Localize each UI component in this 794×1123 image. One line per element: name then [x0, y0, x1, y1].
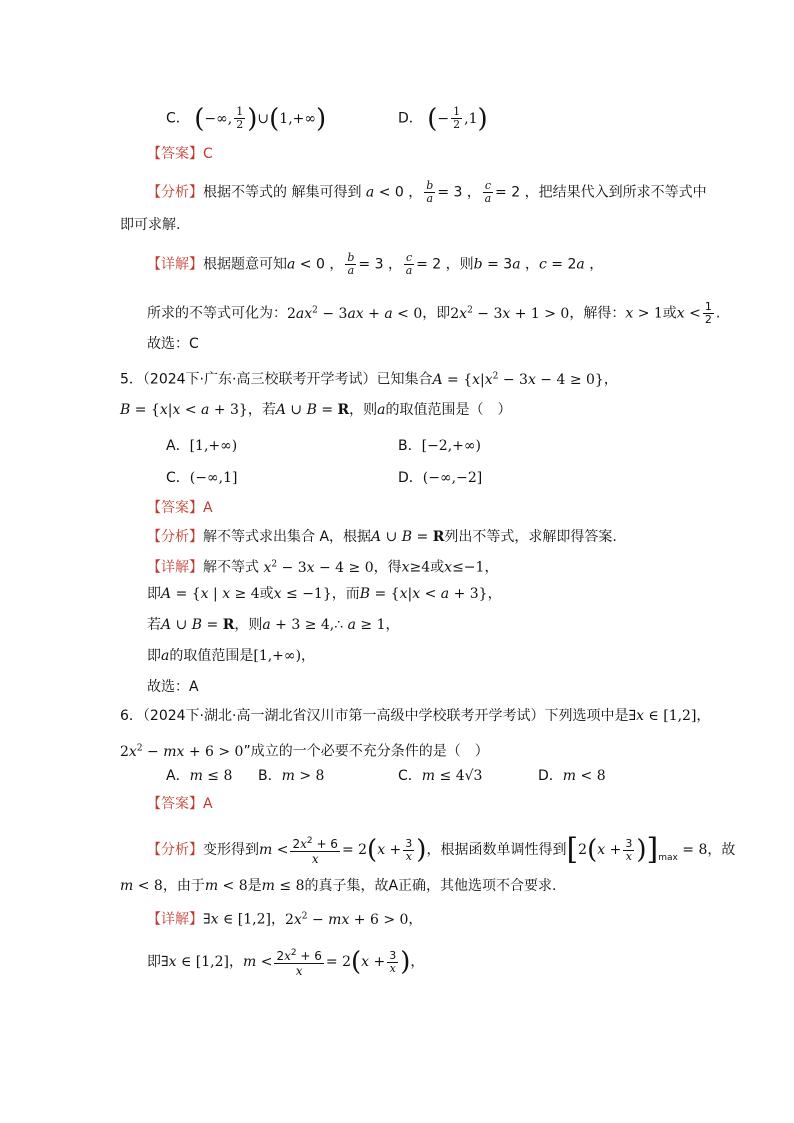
q4-analysis: 【分析】根据不等式的 解集可得到 a < 0 ， $\frac{b}{a}$ = 3 ， $\frac{c}{a}$ = 2 ，把结果代入到所求不等式中 [147, 179, 707, 205]
answer-value: A [203, 796, 213, 812]
answer-tag: 【答案】 [147, 796, 203, 812]
q6-stem: 6．（2024下·湖北·高一湖北省汉川市第一高级中学校联考开学考试）下列选项中是∃x ∈ [1,2]， [120, 708, 711, 724]
analysis-tag: 【分析】 [147, 842, 203, 858]
q5-source: （2024下·广东·高三校联考开学考试） [142, 371, 377, 388]
q4-option-c-math: (−∞, $\frac{1}{2}$ )∪(1,+∞) [194, 103, 327, 134]
q6-number: 6． [120, 708, 143, 724]
q6-source: （2024下·湖北·高一湖北省汉川市第一高级中学校联考开学考试） [142, 708, 545, 724]
q5-option-a: A．[1,+∞) [166, 438, 238, 454]
q5-line-if: 若A ∪ B = R，则a + 3 ≥ 4,∴ a ≥ 1， [147, 617, 400, 633]
answer-tag: 【答案】 [147, 146, 203, 162]
q6-stem-line2: $2x^2$ − mx + 6 > 0”成立的一个必要不充分条件的是（ ） [120, 743, 489, 760]
q4-option-d-math: (− $\frac{1}{2}$ ,1) [427, 103, 488, 134]
q6-analysis-line2: m < 8，由于m < 8是m ≤ 8的真子集，故A正确，其他选项不合要求. [120, 878, 557, 894]
analysis-tag: 【分析】 [147, 529, 203, 545]
q4-choose: 故选：C [147, 336, 199, 352]
analysis-tag: 【分析】 [147, 184, 203, 201]
q4-option-d [398, 103, 488, 134]
q4-option-c-label: C． [166, 110, 190, 127]
q5-analysis: 【分析】解不等式求出集合 A，根据A ∪ B = R列出不等式，求解即得答案. [147, 529, 617, 545]
q5-detail: 【详解】解不等式 $x^2 - 3x - 4 \ge 0$，得x≥4或x≤−1， [147, 559, 499, 576]
q5-option-a-label: A． [166, 438, 190, 454]
q5-option-b: B．[−2,+∞) [398, 438, 482, 454]
q6-option-a-label: A． [166, 768, 190, 784]
q4-option-d-label: D． [398, 110, 423, 127]
q4-simplify: 所求的不等式可化为：$2ax^2 - 3ax + a < 0$，即$2x^2 - 3x + 1 > 0$，解得：x > 1或x < $\frac{1}{2}$ . [147, 300, 721, 327]
q5-stem: 5．（2024下·广东·高三校联考开学考试）已知集合$A = \{x|x^2 - 3x - 4 \ge 0\}$， [120, 371, 618, 388]
q4-analysis-line2: 即可求解. [120, 217, 181, 233]
detail-tag: 【详解】 [147, 911, 203, 928]
q5-answer [147, 498, 213, 518]
q5-option-d: D．(−∞,−2] [398, 470, 483, 486]
q5-choose: 故选：A [147, 679, 199, 695]
q6-detail-line2: 即∃x ∈ [1,2]，m < $\frac{2x^2 + 6}{x}$ = 2(x + $\frac{3}{x}$ )， [147, 947, 425, 978]
q5-stem-line2: B = {x|x < a + 3}，若A ∪ B = R，则a的取值范围是（ ） [120, 402, 512, 418]
q6-option-b-label: B． [258, 768, 282, 784]
detail-tag: 【详解】 [147, 559, 203, 576]
detail-tag: 【详解】 [147, 256, 203, 273]
q6-option-a: A．m ≤ 8 [166, 768, 233, 784]
q5-option-d-label: D． [398, 470, 423, 486]
q6-detail: 【详解】∃x ∈ [1,2]，$2x^2$ − mx + 6 > 0， [147, 911, 423, 928]
q4-answer [147, 144, 213, 164]
q6-answer [147, 794, 213, 814]
q5-number: 5． [120, 371, 143, 388]
q6-option-c: C．m ≤ 4√3 [398, 768, 483, 784]
q6-analysis: 【分析】变形得到m < $\frac{2x^2 + 6}{x}$ = 2(x + $\frac{3}{x}$ )，根据函数单调性得到[2(x + $\frac{3}{x}$ )]$_{max} = 8$，故 [147, 832, 736, 867]
q5-option-c: C．(−∞,1] [166, 470, 238, 486]
q4-option-c [166, 103, 327, 134]
q6-option-b: B．m > 8 [258, 768, 325, 784]
q6-option-c-label: C． [398, 768, 422, 784]
q5-line-range: 即a的取值范围是[1,+∞)， [147, 648, 316, 664]
q5-option-c-label: C． [166, 470, 190, 486]
answer-value: A [203, 500, 213, 516]
answer-tag: 【答案】 [147, 500, 203, 516]
q5-line-a: 即A = {x | x ≥ 4或x ≤ −1}，而B = {x|x < a + 3}， [147, 586, 502, 602]
q5-option-b-label: B． [398, 438, 422, 454]
q4-detail: 【详解】根据题意可知a < 0 ， $\frac{b}{a}$ = 3 ， $\frac{c}{a}$ = 2 ，则b = 3a ，c = 2a ， [147, 251, 604, 277]
answer-value: C [203, 146, 213, 162]
q6-option-d: D．m < 8 [538, 768, 606, 784]
q6-option-d-label: D． [538, 768, 563, 784]
